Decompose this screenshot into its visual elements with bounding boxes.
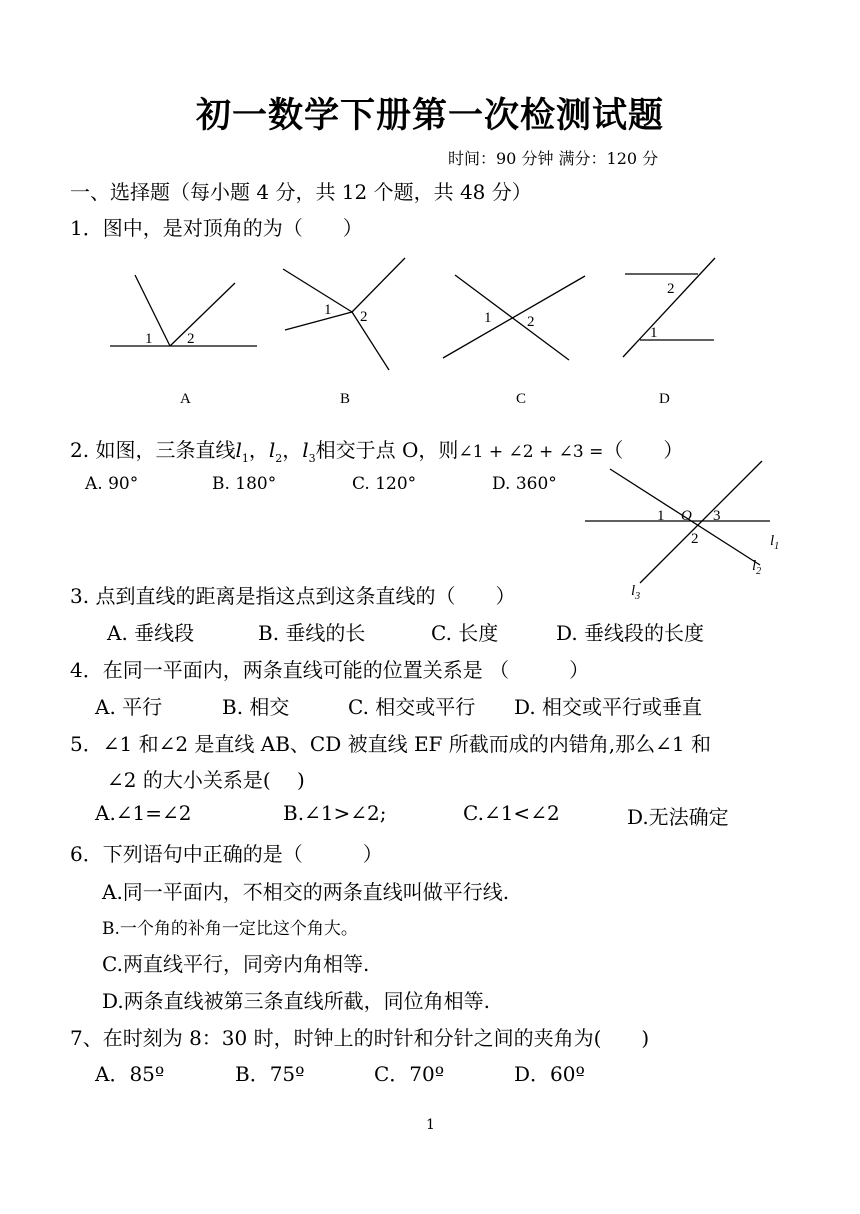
q5-option-b: B.∠1>∠2; xyxy=(283,801,387,825)
q2-expr: ∠1 + ∠2 + ∠3 = xyxy=(458,442,604,462)
figure-a-label: A xyxy=(180,391,191,407)
figure-b xyxy=(283,258,405,370)
section-heading: 一、选择题（每小题 4 分，共 12 个题，共 48 分） xyxy=(70,180,532,204)
q6-option-a: A.同一平面内，不相交的两条直线叫做平行线. xyxy=(102,880,510,904)
question-2-figure xyxy=(570,455,790,605)
figure-c-angle-1: 1 xyxy=(484,310,492,326)
q2-fig-angle-3: 3 xyxy=(713,508,721,524)
figure-a-angle-2: 2 xyxy=(187,331,195,347)
question-6-stem: 6．下列语句中正确的是（ ） xyxy=(70,842,383,866)
q2-fig-angle-1: 1 xyxy=(657,508,665,524)
question-7-stem: 7、在时刻为 8：30 时，时钟上的时针和分针之间的夹角为( ) xyxy=(70,1026,650,1050)
q2-fig-point-o: O xyxy=(681,508,692,524)
q2-fig-l1: $l_1$ xyxy=(770,533,780,552)
q2-stem-b: 相交于点 O，则 xyxy=(315,438,459,462)
figure-c-label: C xyxy=(516,391,527,407)
question-4-stem: 4．在同一平面内，两条直线可能的位置关系是 （ ） xyxy=(70,658,590,682)
q2-option-c: C. 120° xyxy=(352,474,417,494)
question-1-stem: 1．图中，是对顶角的为（ ） xyxy=(70,216,363,240)
q2-fig-angle-2: 2 xyxy=(691,531,699,547)
q7-option-b: B．75º xyxy=(235,1062,305,1086)
exam-meta: 时间：90 分钟 满分：120 分 xyxy=(448,149,659,168)
q2-stem-a: 2. 如图，三条直线 xyxy=(70,438,236,462)
figure-b-label: B xyxy=(340,391,351,407)
figure-b-angle-2: 2 xyxy=(360,309,368,325)
q2-stem-c: （ ） xyxy=(603,438,684,462)
q2-option-d: D. 360° xyxy=(492,474,557,494)
figure-a-angle-1: 1 xyxy=(145,331,153,347)
q4-option-a: A. 平行 xyxy=(95,695,163,719)
question-5-stem-line1: 5．∠1 和∠2 是直线 AB、CD 被直线 EF 所截而成的内错角,那么∠1 和 xyxy=(70,732,711,756)
q5-option-c: C.∠1<∠2 xyxy=(463,801,560,825)
q5-option-a: A.∠1=∠2 xyxy=(95,801,192,825)
figure-d-angle-2: 2 xyxy=(667,281,675,297)
figure-b-angle-1: 1 xyxy=(324,302,332,318)
figure-c-angle-2: 2 xyxy=(527,314,535,330)
q2-option-a: A. 90° xyxy=(85,474,139,494)
figure-a xyxy=(110,275,257,346)
figure-d-angle-1: 1 xyxy=(650,325,658,341)
question-1-figures xyxy=(0,250,860,420)
question-2-stem: 2. 如图，三条直线$l_1$，$l_2$，$l_3$相交于点 O，则∠1 + ∠2 + ∠3 =（ ） xyxy=(70,438,684,465)
figure-d-label: D xyxy=(659,391,670,407)
question-3-stem: 3. 点到直线的距离是指这点到这条直线的（ ） xyxy=(70,584,516,608)
q3-option-c: C. 长度 xyxy=(431,621,499,645)
q4-option-b: B. 相交 xyxy=(222,695,290,719)
q6-option-c: C.两直线平行，同旁内角相等. xyxy=(102,952,370,976)
figure-c xyxy=(443,275,585,360)
page-number: 1 xyxy=(426,1117,435,1133)
q6-option-b: B.一个角的补角一定比这个角大。 xyxy=(102,919,358,939)
page-title: 初一数学下册第一次检测试题 xyxy=(195,95,664,136)
q7-option-c: C．70º xyxy=(374,1062,445,1086)
q3-option-b: B. 垂线的长 xyxy=(258,621,366,645)
q2-fig-l3: $l_3$ xyxy=(631,583,641,602)
q2-fig-l2: $l_2$ xyxy=(752,558,762,577)
q4-option-d: D. 相交或平行或垂直 xyxy=(514,695,703,719)
q3-option-d: D. 垂线段的长度 xyxy=(556,621,705,645)
figure-d xyxy=(623,258,715,357)
q3-option-a: A. 垂线段 xyxy=(107,621,195,645)
q6-option-d: D.两条直线被第三条直线所截，同位角相等. xyxy=(102,989,491,1013)
question-5-stem-line2: ∠2 的大小关系是( ) xyxy=(107,768,305,792)
q7-option-d: D．60º xyxy=(514,1062,585,1086)
q4-option-c: C. 相交或平行 xyxy=(348,695,476,719)
q2-option-b: B. 180° xyxy=(212,474,277,494)
q5-option-d: D.无法确定 xyxy=(627,805,729,829)
q7-option-a: A．85º xyxy=(95,1062,165,1086)
